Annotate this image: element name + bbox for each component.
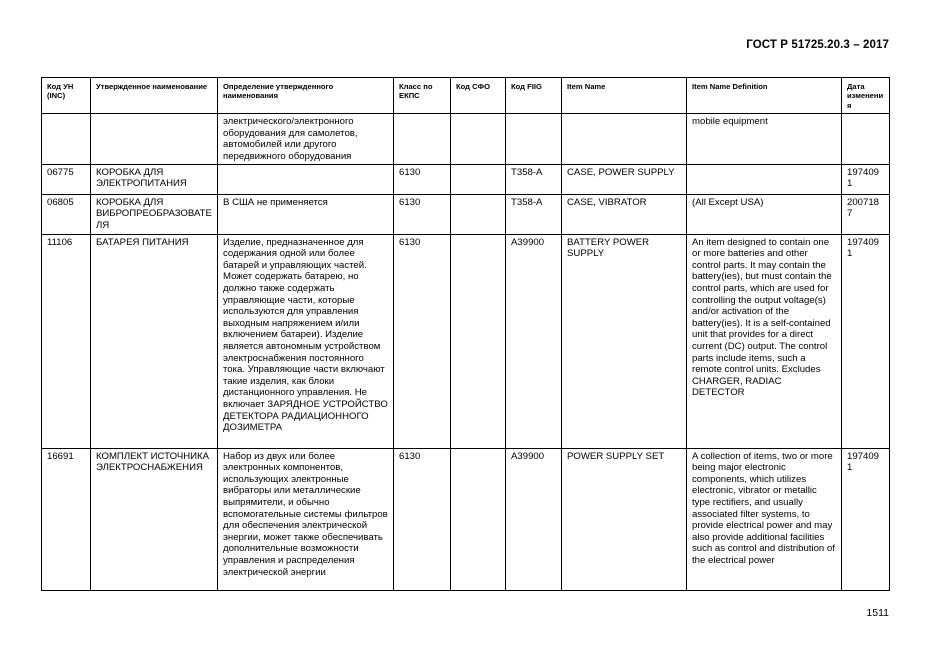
cell-class: 6130 bbox=[394, 448, 451, 590]
col-header-name: Утвержденное наименование bbox=[91, 78, 218, 114]
cell-item-def: mobile equipment bbox=[687, 114, 842, 164]
cell-fiig: A39900 bbox=[506, 448, 562, 590]
table-row bbox=[42, 234, 890, 448]
cell-date: 1974091 bbox=[842, 234, 890, 448]
cell-fiig: A39900 bbox=[506, 234, 562, 448]
cell-item-def: (All Except USA) bbox=[687, 194, 842, 234]
cell-inc: 16691 bbox=[42, 448, 91, 590]
cell-sfo bbox=[451, 194, 506, 234]
cell-date: 2007187 bbox=[842, 194, 890, 234]
cell-name: КОРОБКА ДЛЯ ВИБРОПРЕОБРАЗОВАТЕЛЯ bbox=[91, 194, 218, 234]
cell-item-name: CASE, POWER SUPPLY bbox=[562, 164, 687, 194]
cell-definition: электрического/электронного оборудования для самолетов, автомобилей или другого передвижного оборудования bbox=[218, 114, 394, 164]
col-header-date: Дата изменения bbox=[842, 78, 890, 114]
cell-fiig bbox=[506, 114, 562, 164]
col-header-definition: Определение утвержденного наименования bbox=[218, 78, 394, 114]
cell-sfo bbox=[451, 448, 506, 590]
cell-name: КОМПЛЕКТ ИСТОЧНИКА ЭЛЕКТРОСНАБЖЕНИЯ bbox=[91, 448, 218, 590]
cell-class: 6130 bbox=[394, 194, 451, 234]
cell-inc: 11106 bbox=[42, 234, 91, 448]
cell-item-name bbox=[562, 114, 687, 164]
cell-item-name: POWER SUPPLY SET bbox=[562, 448, 687, 590]
cell-item-name: CASE, VIBRATOR bbox=[562, 194, 687, 234]
catalog-table bbox=[41, 77, 890, 591]
table-row bbox=[42, 164, 890, 194]
cell-date: 1974091 bbox=[842, 448, 890, 590]
cell-item-name: BATTERY POWER SUPPLY bbox=[562, 234, 687, 448]
cell-inc: 06775 bbox=[42, 164, 91, 194]
cell-definition: Набор из двух или более электронных компонентов, использующих электронные вибраторы или металлические выпрямители, и обычно вспомогательные системы фильтров для обеспечения электрической энергии, может также обеспечивать дополнительные возможности управления и распределения электрической энергии bbox=[218, 448, 394, 590]
document-id: ГОСТ Р 51725.20.3 – 2017 bbox=[746, 39, 889, 51]
cell-item-def: An item designed to contain one or more batteries and other control parts. It may contain the battery(ies), but must contain the control parts, which are used for controlling the output voltage(s) and/or activation of the battery(ies). It is a self-contained unit that provides for a direct current (DC) output. The control parts include items, such a remote control units. Excludes CHARGER, RADIAC DETECTOR bbox=[687, 234, 842, 448]
cell-class: 6130 bbox=[394, 234, 451, 448]
cell-fiig: T358-A bbox=[506, 194, 562, 234]
cell-sfo bbox=[451, 234, 506, 448]
col-header-fiig: Код FIIG bbox=[506, 78, 562, 114]
col-header-item-name: Item Name bbox=[562, 78, 687, 114]
table-row bbox=[42, 448, 890, 590]
cell-definition bbox=[218, 164, 394, 194]
cell-definition: В США не применяется bbox=[218, 194, 394, 234]
page-number: 1511 bbox=[866, 607, 889, 619]
cell-name bbox=[91, 114, 218, 164]
col-header-item-def: Item Name Definition bbox=[687, 78, 842, 114]
cell-class: 6130 bbox=[394, 164, 451, 194]
cell-date: 1974091 bbox=[842, 164, 890, 194]
cell-class bbox=[394, 114, 451, 164]
cell-sfo bbox=[451, 114, 506, 164]
cell-name: БАТАРЕЯ ПИТАНИЯ bbox=[91, 234, 218, 448]
col-header-class: Класс по ЕКПС bbox=[394, 78, 451, 114]
cell-definition: Изделие, предназначенное для содержания одной или более батарей и управляющих частей. Может содержать батарею, но должно также содержать управляющие части, которые используются для управления выходным напряжением и/или включением батареи). Изделие является автономным устройством электроснабжения постоянного тока. Управляющие части включают такие изделия, как блоки дистанционного управления. Не включает ЗАРЯДНОЕ УСТРОЙСТВО ДЕТЕКТОРА РАДИАЦИОННОГО ДОЗИМЕТРА bbox=[218, 234, 394, 448]
col-header-inc: Код УН (INC) bbox=[42, 78, 91, 114]
table-header-row bbox=[42, 78, 890, 114]
table-row bbox=[42, 114, 890, 164]
table-row bbox=[42, 194, 890, 234]
cell-sfo bbox=[451, 164, 506, 194]
cell-inc bbox=[42, 114, 91, 164]
cell-inc: 06805 bbox=[42, 194, 91, 234]
cell-date bbox=[842, 114, 890, 164]
cell-fiig: T358-A bbox=[506, 164, 562, 194]
col-header-sfo: Код СФО bbox=[451, 78, 506, 114]
cell-item-def bbox=[687, 164, 842, 194]
cell-item-def: A collection of items, two or more being major electronic components, which utilizes electronic, vibrator or metallic type rectifiers, and usually associated filter systems, to provide electrical power and may also provide additional facilities such as control and distribution of the electrical power bbox=[687, 448, 842, 590]
cell-name: КОРОБКА ДЛЯ ЭЛЕКТРОПИТАНИЯ bbox=[91, 164, 218, 194]
